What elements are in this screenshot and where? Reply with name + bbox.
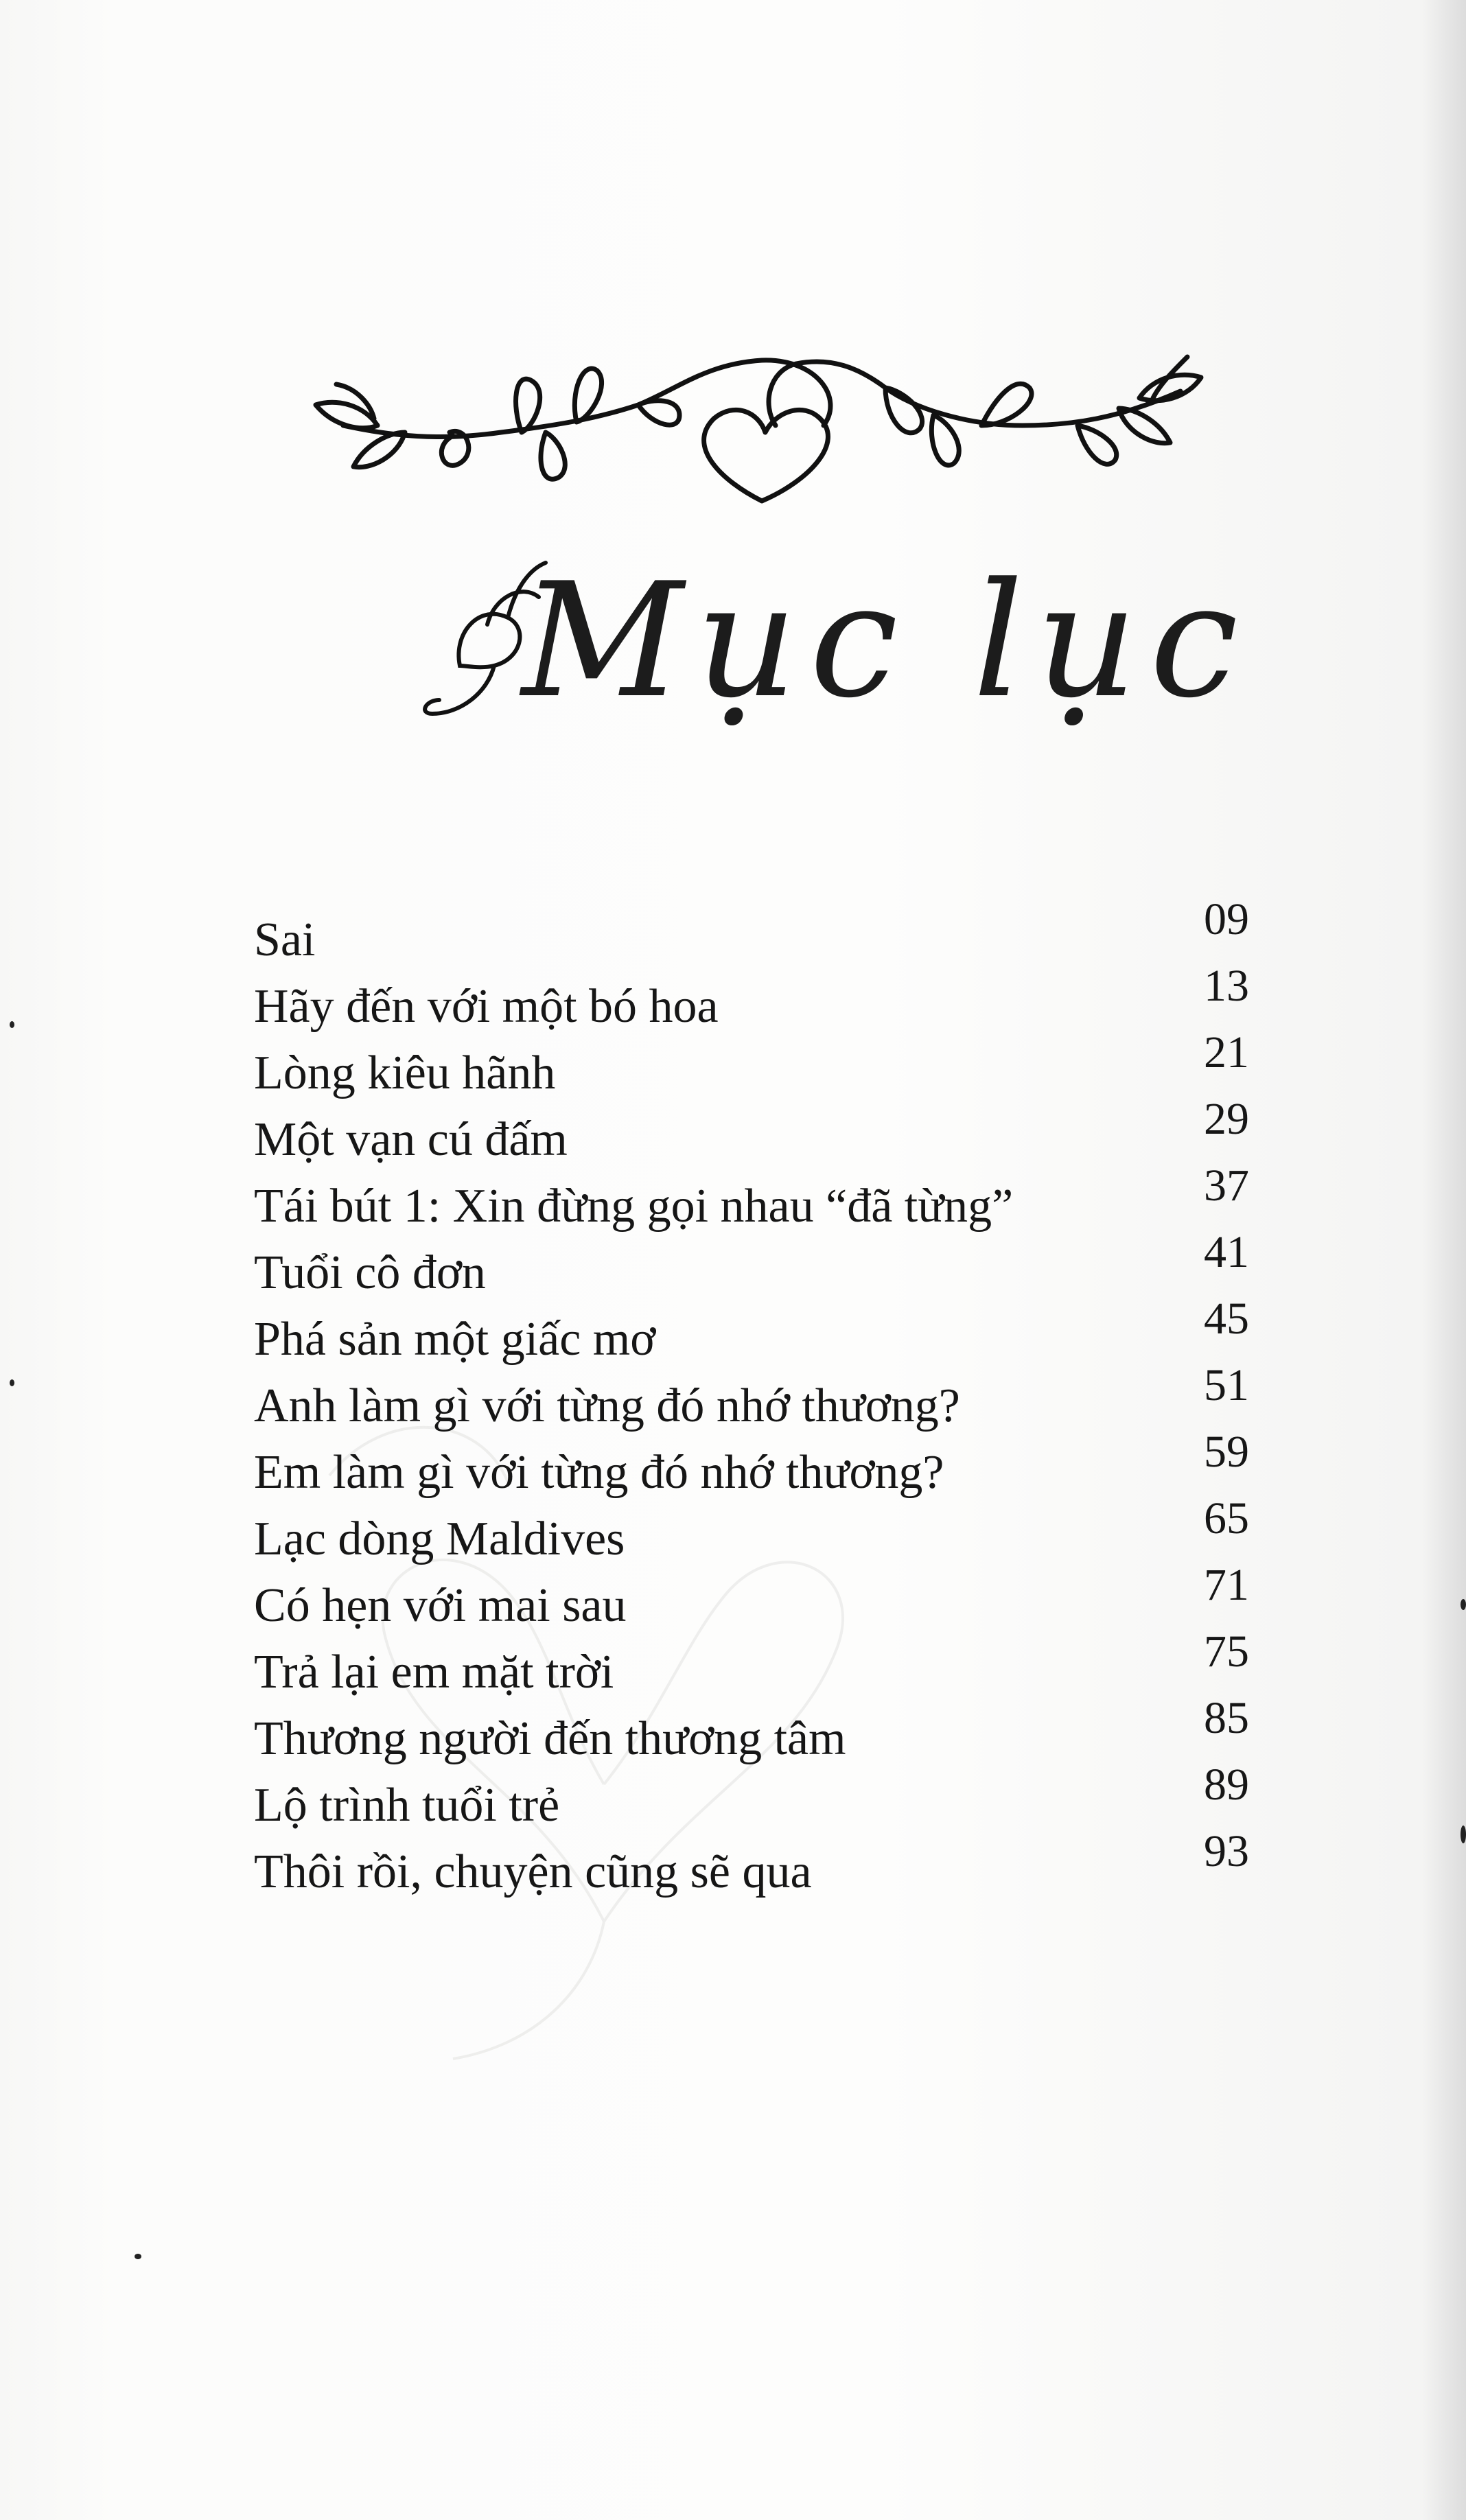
toc-entry-title: Em làm gì với từng đó nhớ thương? bbox=[254, 1446, 944, 1499]
toc-entry-page: 75 bbox=[1204, 1626, 1249, 1677]
toc-entry-title: Thương người đến thương tâm bbox=[254, 1712, 846, 1765]
toc-entry-title: Phá sản một giấc mơ bbox=[254, 1313, 656, 1366]
scan-speck bbox=[10, 1379, 14, 1386]
scan-speck bbox=[135, 2254, 141, 2259]
toc-entry-title: Có hẹn với mai sau bbox=[254, 1579, 627, 1632]
toc-entry-page: 93 bbox=[1204, 1826, 1249, 1876]
toc-row bbox=[254, 1824, 1249, 1898]
toc-entry-page: 21 bbox=[1204, 1027, 1249, 1077]
toc-entry-page: 65 bbox=[1204, 1493, 1249, 1543]
page-title: Mục lục bbox=[522, 550, 1251, 733]
toc-row bbox=[254, 1624, 1249, 1699]
toc-entry-page: 29 bbox=[1204, 1094, 1249, 1144]
scan-speck bbox=[10, 1021, 14, 1028]
toc-entry-page: 89 bbox=[1204, 1760, 1249, 1810]
toc-entry-title: Một vạn cú đấm bbox=[254, 1113, 568, 1166]
toc-row bbox=[254, 1092, 1249, 1166]
toc-entry-title: Thôi rồi, chuyện cũng sẽ qua bbox=[254, 1845, 812, 1898]
vine-heart-ornament bbox=[295, 323, 1229, 508]
toc-entry-title: Tuổi cô đơn bbox=[254, 1246, 486, 1299]
table-of-contents bbox=[254, 892, 1249, 1898]
toc-entry-page: 85 bbox=[1204, 1693, 1249, 1743]
toc-entry-page: 37 bbox=[1204, 1160, 1249, 1211]
toc-entry-title: Tái bút 1: Xin đừng gọi nhau “đã từng” bbox=[254, 1180, 1014, 1233]
toc-entry-page: 45 bbox=[1204, 1294, 1249, 1344]
toc-row bbox=[254, 1425, 1249, 1499]
toc-row bbox=[254, 892, 1249, 966]
toc-entry-page: 13 bbox=[1204, 961, 1249, 1011]
toc-row bbox=[254, 1158, 1249, 1233]
scan-speck bbox=[1461, 1599, 1466, 1610]
toc-row bbox=[254, 1225, 1249, 1299]
toc-row bbox=[254, 1691, 1249, 1765]
toc-entry-page: 09 bbox=[1204, 894, 1249, 944]
toc-entry-page: 59 bbox=[1204, 1427, 1249, 1477]
toc-entry-title: Hãy đến với một bó hoa bbox=[254, 980, 719, 1033]
toc-entry-title: Lòng kiêu hãnh bbox=[254, 1047, 556, 1099]
toc-entry-page: 71 bbox=[1204, 1560, 1249, 1610]
toc-row bbox=[254, 1758, 1249, 1832]
toc-row bbox=[254, 959, 1249, 1033]
toc-row bbox=[254, 1491, 1249, 1565]
scan-speck bbox=[1461, 1825, 1466, 1843]
toc-entry-page: 51 bbox=[1204, 1360, 1249, 1410]
toc-entry-title: Anh làm gì với từng đó nhớ thương? bbox=[254, 1379, 960, 1432]
toc-entry-page: 41 bbox=[1204, 1227, 1249, 1277]
toc-row bbox=[254, 1292, 1249, 1366]
toc-row bbox=[254, 1358, 1249, 1432]
toc-entry-title: Lạc dòng Maldives bbox=[254, 1513, 625, 1565]
toc-entry-title: Sai bbox=[254, 913, 316, 966]
toc-entry-title: Trả lại em mặt trời bbox=[254, 1646, 614, 1699]
toc-entry-title: Lộ trình tuổi trẻ bbox=[254, 1779, 560, 1832]
toc-row bbox=[254, 1025, 1249, 1099]
toc-row bbox=[254, 1558, 1249, 1632]
